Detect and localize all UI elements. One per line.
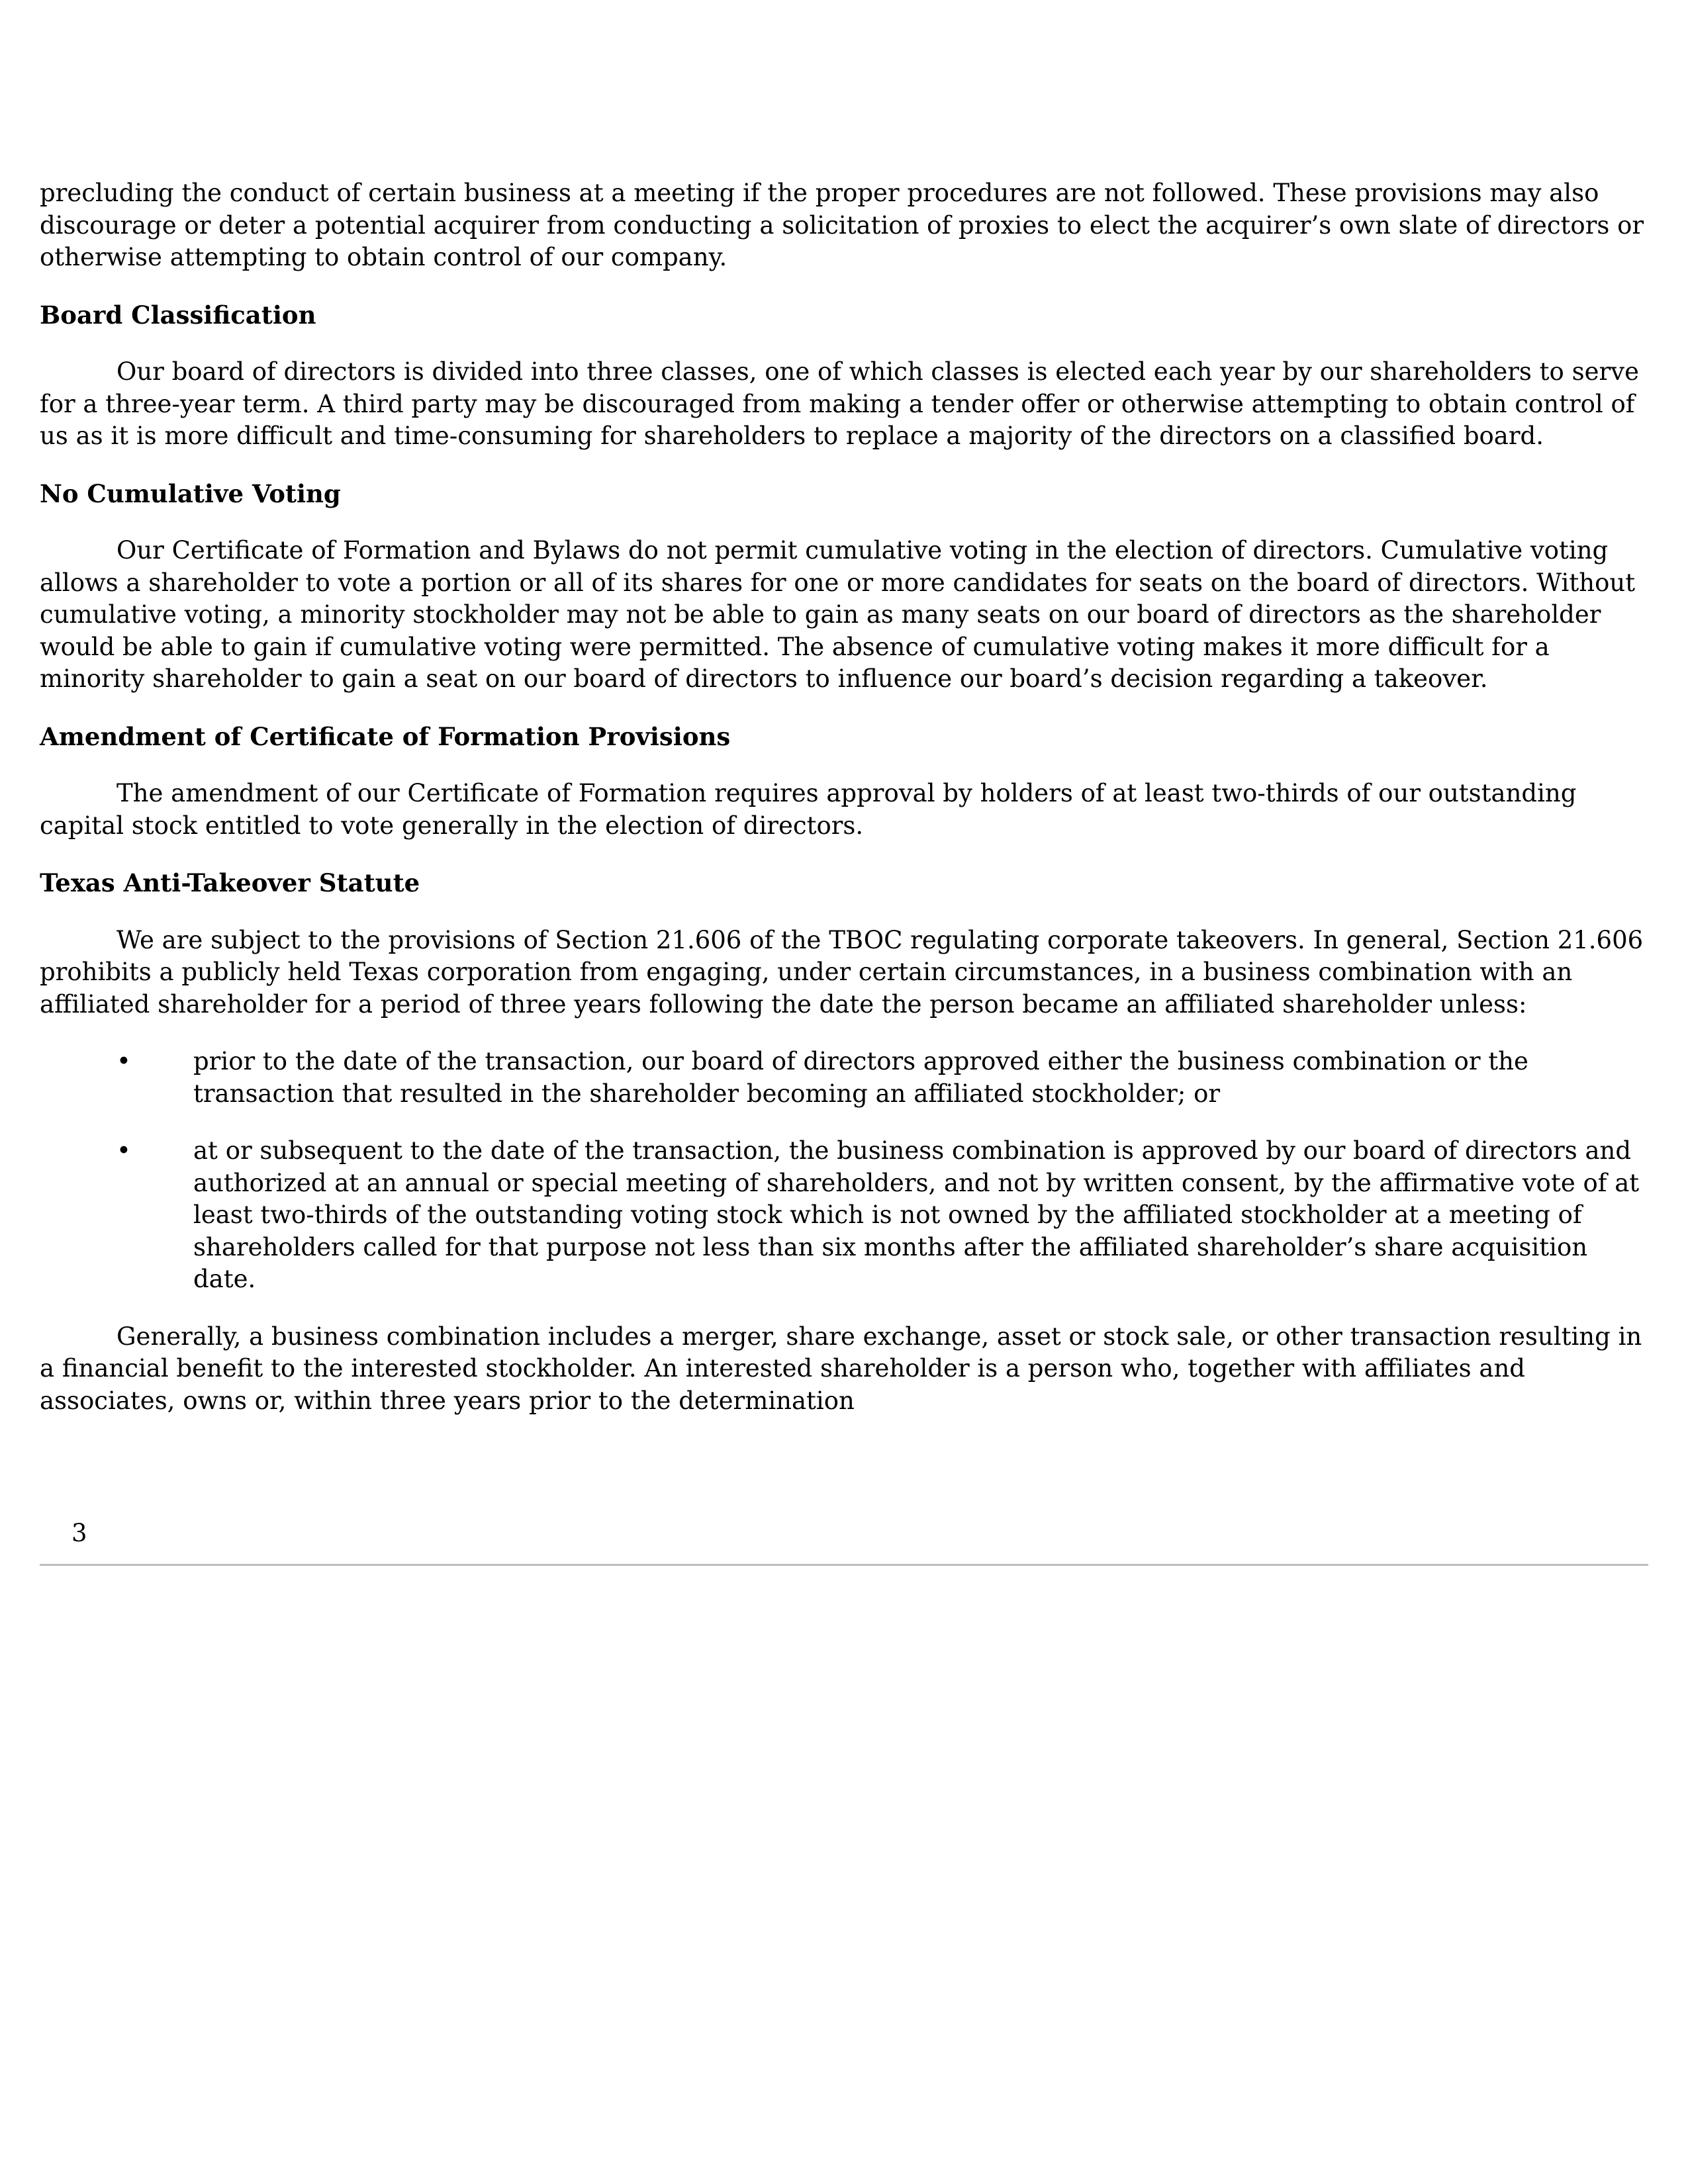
section-body: The amendment of our Certificate of Formation requires approval by holders of at least two-thirds of our outstanding capital stock entitled to vote generally in the election of directors.	[40, 779, 1577, 840]
section-amendment-provisions	[40, 721, 1648, 842]
closing-paragraph: Generally, a business combination includes a merger, share exchange, asset or stock sale, or other transaction resulting in a financial benefit to the interested stockholder. An interested shareholder is a person who, together with affiliates and associates, owns or, within three years prior to the determination	[40, 1322, 1642, 1415]
list-item-text: at or subsequent to the date of the transaction, the business combination is approved by our board of directors and authorized at an annual or special meeting of shareholders, and not by written consent, by the affirmative vote of at least two-thirds of the outstanding voting stock which is not owned by the affiliated stockholder at a meeting of shareholders called for that purpose not less than six months after the affiliated shareholder’s share acquisition date.	[193, 1136, 1640, 1293]
section-heading: No Cumulative Voting	[40, 478, 341, 508]
section-texas-anti-takeover	[40, 867, 1648, 1417]
section-no-cumulative-voting	[40, 478, 1648, 696]
list-item	[40, 1135, 1648, 1296]
section-body: We are subject to the provisions of Section 21.606 of the TBOC regulating corporate takeovers. In general, Section 21.606 prohibits a publicly held Texas corporation from engaging, under certain circumstances, in a business combination with an affiliated shareholder for a period of three years following the date the person became an affiliated shareholder unless:	[40, 925, 1644, 1019]
bullet-icon: •	[117, 1136, 131, 1165]
section-body: Our board of directors is divided into three classes, one of which classes is elected each year by our shareholders to serve for a three-year term. A third party may be discouraged from making a tender offer or otherwise attempting to obtain control of us as it is more difficult and time-consuming for shareholders to replace a majority of the directors on a classified board.	[40, 357, 1639, 450]
list-item-text: prior to the date of the transaction, our board of directors approved either the business combination or the transaction that resulted in the shareholder becoming an affiliated stockholder; or	[193, 1047, 1528, 1108]
section-body: Our Certificate of Formation and Bylaws do not permit cumulative voting in the election of directors. Cumulative voting allows a shareholder to vote a portion or all of its shares for one or more candidates for seats on the board of directors. Without cumulative voting, a minority stockholder may not be able to gain as many seats on our board of directors as the shareholder would be able to gain if cumulative voting were permitted. The absence of cumulative voting makes it more difficult for a minority shareholder to gain a seat on our board of directors to influence our board’s decision regarding a takeover.	[40, 536, 1636, 693]
footer-divider	[40, 1564, 1648, 1566]
list-item	[40, 1046, 1648, 1110]
section-heading: Texas Anti-Takeover Statute	[40, 868, 420, 897]
section-heading: Amendment of Certificate of Formation Provisions	[40, 721, 731, 751]
bullet-icon: •	[117, 1047, 131, 1075]
section-board-classification	[40, 299, 1648, 453]
document-page	[40, 177, 1648, 1442]
continuation-paragraph: precluding the conduct of certain business at a meeting if the proper procedures are not followed. These provisions may also discourage or deter a potential acquirer from conducting a solicitation of proxies to elect the acquirer’s own slate of directors or otherwise attempting to obtain control of our company.	[40, 179, 1644, 271]
section-heading: Board Classification	[40, 300, 316, 330]
page-number: 3	[71, 1519, 87, 1547]
